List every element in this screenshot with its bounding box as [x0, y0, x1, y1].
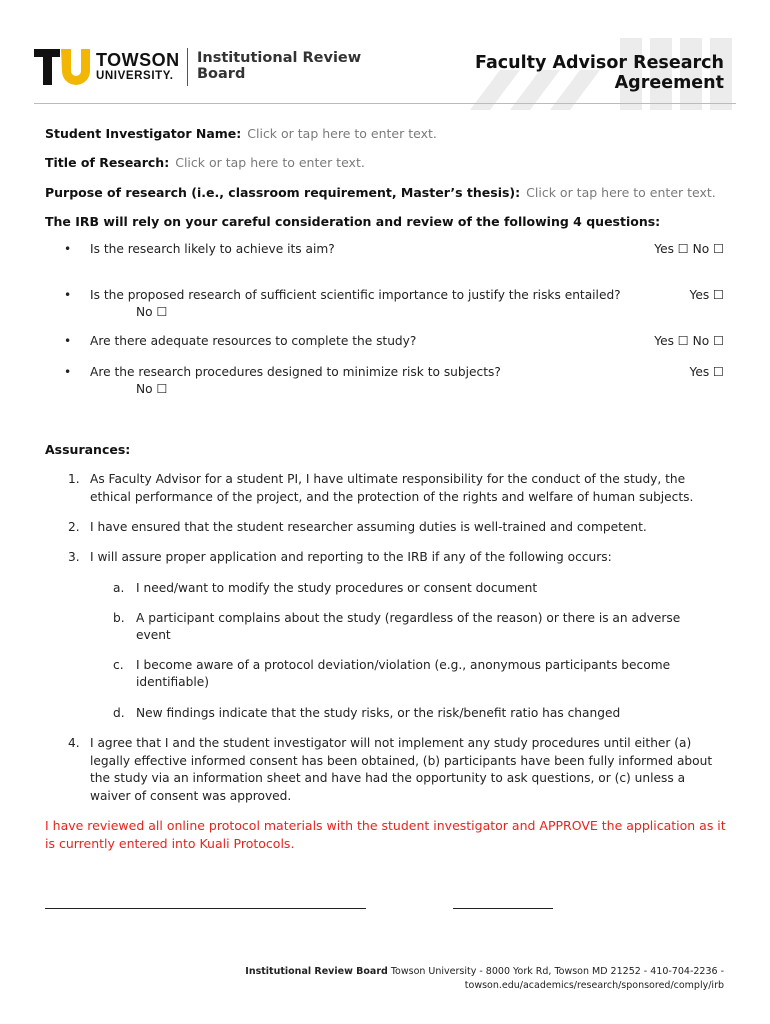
- purpose-of-research-label: Purpose of research (i.e., classroom requirement, Master’s thesis):: [45, 185, 521, 200]
- assurance-item: [68, 471, 728, 506]
- title-of-research-field: [45, 155, 365, 170]
- assurance-item: [68, 549, 728, 567]
- no-checkbox[interactable]: No ☐: [136, 382, 168, 396]
- assurance-item: [68, 519, 728, 537]
- towson-tu-logo-icon: [34, 49, 90, 85]
- bullet: •: [64, 242, 72, 256]
- question-text: Are the research procedures designed to minimize risk to subjects?: [90, 365, 501, 379]
- assurance-text: I agree that I and the student investigator will not implement any study procedures until either (a) legally effective informed consent has been obtained, (b) participants have been fully informed about the study via an information sheet and have had the opportunity to ask questions, or (c) unless a waiver of consent was approved.: [90, 736, 713, 803]
- sub-item: [113, 610, 713, 644]
- bullet: •: [64, 334, 72, 348]
- sub-item-letter: c.: [113, 658, 124, 672]
- student-investigator-input[interactable]: Click or tap here to enter text.: [247, 126, 437, 141]
- title-of-research-input[interactable]: Click or tap here to enter text.: [175, 155, 365, 170]
- header-divider: [34, 103, 736, 104]
- sub-item: [113, 705, 713, 722]
- yes-checkbox[interactable]: Yes ☐: [689, 365, 724, 379]
- question-answer-checkboxes[interactable]: [654, 242, 724, 256]
- sub-item-text: I need/want to modify the study procedures or consent document: [136, 581, 538, 595]
- list-number: 3.: [68, 550, 80, 564]
- footer-url[interactable]: towson.edu/academics/research/sponsored/comply/irb: [464, 980, 724, 991]
- sub-item-text: A participant complains about the study (regardless of the reason) or there is an adverse event: [136, 611, 681, 642]
- list-number: 4.: [68, 736, 80, 750]
- date-line[interactable]: [453, 908, 553, 909]
- sub-item-letter: d.: [113, 706, 125, 720]
- sub-item: [113, 657, 713, 691]
- yes-checkbox[interactable]: Yes ☐: [654, 334, 689, 348]
- title-of-research-label: Title of Research:: [45, 155, 170, 170]
- yes-checkbox[interactable]: Yes ☐: [689, 288, 724, 302]
- bullet: •: [64, 365, 72, 379]
- purpose-of-research-field: [45, 185, 716, 200]
- logo-wordmark-towson: TOWSON: [96, 50, 180, 70]
- no-checkbox[interactable]: No ☐: [692, 242, 724, 256]
- bullet: •: [64, 288, 72, 302]
- sub-item-text: New findings indicate that the study risks, or the risk/benefit ratio has changed: [136, 706, 621, 720]
- footer-address: Towson University - 8000 York Rd, Towson MD 21252 - 410-704-2236 -: [390, 966, 724, 977]
- questions-heading: The IRB will rely on your careful consideration and review of the following 4 questions:: [45, 214, 661, 229]
- sub-item-letter: b.: [113, 611, 125, 625]
- signature-line[interactable]: [45, 908, 366, 909]
- question-answer-checkboxes[interactable]: [654, 334, 724, 348]
- no-checkbox[interactable]: No ☐: [136, 305, 168, 319]
- purpose-of-research-input[interactable]: Click or tap here to enter text.: [526, 185, 716, 200]
- question-text: Is the proposed research of sufficient scientific importance to justify the risks entailed?: [90, 288, 621, 302]
- assurance-text: I have ensured that the student researcher assuming duties is well-trained and competent.: [90, 520, 647, 534]
- sub-item: [113, 580, 713, 597]
- assurance-text: As Faculty Advisor for a student PI, I have ultimate responsibility for the conduct of the study, the ethical performance of the project, and the protection of the rights and welfare of human subjects.: [90, 472, 694, 504]
- question-text: Is the research likely to achieve its aim?: [90, 242, 335, 256]
- question-text: Are there adequate resources to complete the study?: [90, 334, 417, 348]
- list-number: 2.: [68, 520, 80, 534]
- assurances-heading: Assurances:: [45, 442, 131, 457]
- sub-item-text: I become aware of a protocol deviation/violation (e.g., anonymous participants become identifiable): [136, 658, 671, 689]
- department-name: Institutional Review Board: [197, 50, 362, 82]
- no-checkbox[interactable]: No ☐: [692, 334, 724, 348]
- approval-statement: I have reviewed all online protocol materials with the student investigator and APPROVE the application as it is currently entered into Kuali Protocols.: [45, 818, 726, 851]
- logo-divider: [187, 48, 188, 86]
- document-title: Faculty Advisor Research Agreement: [475, 53, 724, 93]
- footer: [124, 965, 724, 993]
- student-investigator-field: [45, 126, 437, 141]
- student-investigator-label: Student Investigator Name:: [45, 126, 242, 141]
- sub-item-letter: a.: [113, 581, 125, 595]
- assurance-text: I will assure proper application and reporting to the IRB if any of the following occurs:: [90, 550, 612, 564]
- list-number: 1.: [68, 472, 80, 486]
- assurance-item: [68, 735, 728, 805]
- footer-org: Institutional Review Board: [245, 966, 388, 977]
- logo-wordmark-university: UNIVERSITY.: [96, 70, 174, 82]
- yes-checkbox[interactable]: Yes ☐: [654, 242, 689, 256]
